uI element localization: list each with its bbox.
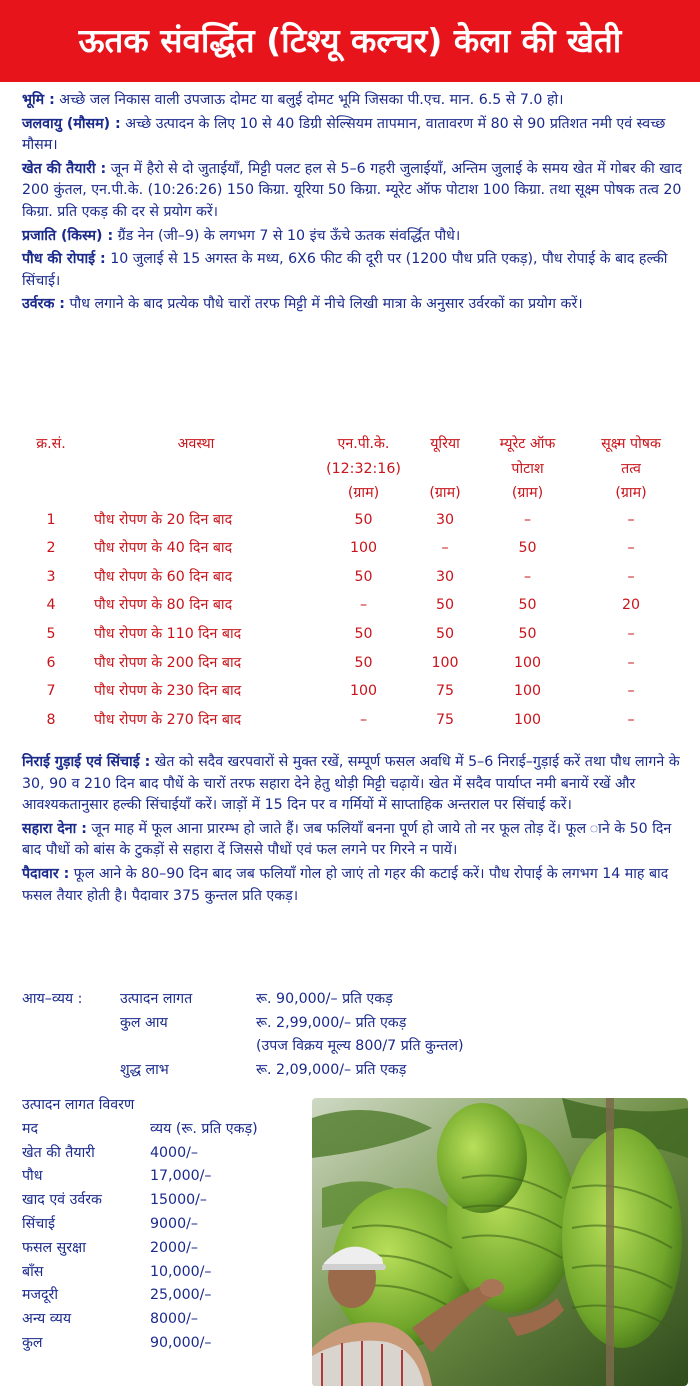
banana-farmer-photo — [312, 1098, 688, 1386]
cell-npk: – — [359, 597, 368, 614]
cost-header-row — [22, 1118, 312, 1142]
intro-label: जलवायु (मौसम) : — [22, 115, 121, 132]
cost-item: खाद एवं उर्वरक — [22, 1192, 102, 1209]
page-title: ऊतक संवर्द्धित (टिश्यू कल्चर) केला की खेती — [0, 0, 700, 82]
cost-value: 17,000/– — [150, 1168, 212, 1185]
econ-item-name — [120, 1035, 256, 1059]
cell-potash: 100 — [513, 683, 542, 700]
cell-potash: 50 — [518, 540, 537, 557]
cost-header-cost: व्यय (रू. प्रति एकड़) — [150, 1120, 258, 1137]
col-stage-header: अवस्था — [177, 436, 215, 452]
econ-item-value: (उपज विक्रय मूल्य 800/7 प्रति कुन्तल) — [256, 1038, 464, 1054]
cost-row — [22, 1237, 312, 1261]
cell-micronutrient: – — [627, 683, 635, 700]
cell-stage: पौध रोपण के 270 दिन बाद — [94, 711, 242, 728]
econ-item-value: रू. 2,09,000/– प्रति एकड़ — [256, 1061, 407, 1078]
cost-row — [22, 1284, 312, 1308]
intro-text: अच्छे जल निकास वाली उपजाऊ दोमट या बलुई दोमट भूमि जिसका पी.एच. मान. 6.5 से 7.0 हो। — [54, 92, 564, 108]
cell-serial: 6 — [46, 654, 56, 671]
cell-stage: पौध रोपण के 20 दिन बाद — [94, 511, 233, 528]
cost-row — [22, 1165, 312, 1189]
econ-row — [22, 988, 622, 1012]
cell-micronutrient: – — [627, 568, 635, 585]
cost-row — [22, 1261, 312, 1285]
cost-header-item: मद — [22, 1120, 39, 1137]
cell-npk: 100 — [349, 540, 378, 557]
cost-item: अन्य व्यय — [22, 1311, 72, 1328]
econ-label: आय–व्यय : — [22, 991, 83, 1007]
cost-value: 10,000/– — [150, 1263, 212, 1280]
cell-stage: पौध रोपण के 200 दिन बाद — [94, 654, 242, 671]
cell-npk: 100 — [349, 683, 378, 700]
cost-row — [22, 1213, 312, 1237]
table-row — [22, 706, 682, 735]
cell-serial: 5 — [46, 625, 56, 642]
cell-urea: 30 — [435, 568, 455, 585]
cost-row — [22, 1142, 312, 1166]
col-npk-header: एन.पी.के. (12:32:16) (ग्राम) — [326, 436, 401, 501]
income-expense-section — [22, 988, 622, 1082]
care-section — [22, 752, 684, 909]
cost-rows — [22, 1142, 312, 1356]
econ-item-name: उत्पादन लागत — [120, 991, 193, 1007]
cell-npk: 50 — [354, 654, 373, 671]
cell-stage: पौध रोपण के 230 दिन बाद — [94, 683, 242, 700]
cell-stage: पौध रोपण के 80 दिन बाद — [94, 597, 233, 614]
col-serial-header: क्र.सं. — [36, 436, 66, 452]
intro-text: जून में हैरो से दो जुताईयाँ, मिट्टी पलट हल से 5–6 गहरी जुलाईयाँ, अन्तिम जुलाई के समय खेत में गोबर की खाद 200 कुंतल, एन.पी.के. (10:26:26) 150 किग्रा. यूरिया 50 किग्रा. म्यूरेट ऑफ पोटाश 100 किग्रा. तथा सूक्ष्म पोषक तत्व 20 किग्रा. प्रति एकड़ की दर से प्रयोग करें। — [22, 160, 683, 220]
intro-paragraph — [22, 249, 684, 292]
cell-urea: 100 — [431, 654, 459, 671]
care-text: फूल आने के 80–90 दिन बाद जब फलियाँ गोल हो जाएं तो गहर की कटाई करें। पौध रोपाई के लगभग 14 माह बाद फसल तैयार होती है। पैदावार 375 कुन्तल प्रति एकड़। — [22, 865, 669, 904]
cell-micronutrient: – — [627, 625, 635, 642]
table-row — [22, 534, 682, 563]
cost-item: बाँस — [22, 1263, 44, 1280]
intro-paragraph — [22, 226, 684, 248]
intro-label: प्रजाति (किस्म) : — [22, 227, 114, 244]
cost-row — [22, 1308, 312, 1332]
intro-paragraph — [22, 114, 684, 157]
cost-item: कुल — [22, 1334, 43, 1351]
table-row — [22, 648, 682, 677]
cell-potash: 100 — [513, 654, 542, 671]
intro-label: खेत की तैयारी : — [22, 160, 107, 177]
cost-value: 90,000/– — [150, 1334, 212, 1351]
care-paragraph — [22, 752, 684, 817]
cell-npk: – — [359, 711, 368, 728]
cost-item: फसल सुरक्षा — [22, 1239, 86, 1256]
cell-serial: 7 — [46, 683, 56, 700]
cost-item: सिंचाई — [22, 1215, 55, 1232]
table-header-row — [22, 432, 682, 506]
econ-item-value: रू. 90,000/– प्रति एकड़ — [256, 991, 393, 1007]
cost-value: 15000/– — [150, 1192, 208, 1209]
cell-micronutrient: 20 — [621, 597, 641, 614]
cell-potash: 50 — [518, 625, 537, 642]
cell-urea: 50 — [435, 597, 455, 614]
intro-text: अच्छे उत्पादन के लिए 10 से 40 डिग्री सेल्सियम तापमान, वातावरण में 80 से 90 प्रतिशत नमी एवं स्वच्छ मौसम। — [22, 115, 666, 154]
cost-item: खेत की तैयारी — [22, 1144, 95, 1161]
cell-serial: 3 — [46, 568, 56, 585]
care-paragraph — [22, 819, 684, 862]
cell-micronutrient: – — [627, 511, 635, 528]
cost-details-title: उत्पादन लागत विवरण — [22, 1097, 135, 1113]
cost-value: 8000/– — [150, 1311, 198, 1328]
cell-potash: 100 — [513, 711, 542, 728]
fertilizer-table-body — [22, 506, 682, 735]
intro-paragraph — [22, 90, 684, 112]
econ-row — [22, 1012, 622, 1036]
cell-stage: पौध रोपण के 60 दिन बाद — [94, 568, 233, 585]
care-label: निराई गुड़ाई एवं सिंचाई : — [22, 754, 151, 770]
cost-item: पौध — [22, 1168, 43, 1185]
table-row — [22, 677, 682, 706]
cell-potash: – — [523, 568, 532, 585]
econ-row — [22, 1059, 622, 1083]
care-paragraph — [22, 864, 684, 907]
cell-urea: 75 — [435, 711, 455, 728]
cost-item: मजदूरी — [22, 1287, 59, 1304]
cost-value: 4000/– — [150, 1144, 198, 1161]
care-label: सहारा देना : — [22, 820, 87, 837]
cell-stage: पौध रोपण के 110 दिन बाद — [94, 625, 242, 642]
care-text: जून माह में फूल आना प्रारम्भ हो जाते हैं। जब फलियाँ बनना पूर्ण हो जाये तो नर फूल तोड़ दें। फूल ाने के 50 दिन बाद पौधों को बांस के टुकड़ों से सहारा दें जिससे पौधों एवं फल लगने पर गिरने न पायें। — [22, 820, 672, 859]
cell-micronutrient: – — [627, 654, 635, 671]
cell-serial: 8 — [46, 711, 56, 728]
cell-npk: 50 — [354, 511, 373, 528]
cell-urea: 50 — [435, 625, 455, 642]
cell-potash: – — [523, 511, 532, 528]
table-row — [22, 620, 682, 649]
care-text: खेत को सदैव खरपवारों से मुक्त रखें, सम्पूर्ण फसल अवधि में 5–6 निराई–गुड़ाई करें तथा पौध लागने के 30, 90 व 210 दिन बाद पौधें के चारों तरफ सहारा देने हेतु थोड़ी मिट्टी चढ़ायें। खेत में सदैव पार्याप्त नमी बनायें रखें और आवश्यकतानुसार हल्की सिंचाईयाँ करें। जाड़ों में 15 दिन पर व गर्मियों में साप्ताहिक अन्तराल पर सिंचाई करें। — [22, 754, 680, 814]
intro-text: ग्रैंड नेन (जी–9) के लगभग 7 से 10 इंच ऊँचे ऊतक संवर्द्धित पौधे। — [113, 227, 461, 244]
table-row — [22, 506, 682, 535]
cell-micronutrient: – — [627, 711, 635, 728]
col-potash-header: म्यूरेट ऑफ पोटाश (ग्राम) — [499, 436, 556, 501]
cell-urea: 30 — [435, 511, 455, 528]
col-urea-header: यूरिया (ग्राम) — [429, 436, 461, 501]
fertilizer-table — [22, 432, 682, 734]
cost-row — [22, 1332, 312, 1356]
intro-label: भूमि : — [22, 92, 55, 108]
table-row — [22, 591, 682, 620]
cell-micronutrient: – — [627, 540, 635, 557]
intro-paragraph — [22, 159, 684, 224]
cell-urea: – — [441, 540, 449, 557]
intro-text: 10 जुलाई से 15 अगस्त के मध्य, 6X6 फीट की दूरी पर (1200 पौध प्रति एकड़), पौध रोपाई के बाद हल्की सिंचाई। — [22, 251, 668, 289]
intro-text: पौध लगाने के बाद प्रत्येक पौधे चारों तरफ मिट्टी में नीचे लिखी मात्रा के अनुसार उर्वरकों का प्रयोग करें। — [64, 296, 583, 313]
cell-potash: 50 — [518, 597, 537, 614]
cell-npk: 50 — [354, 625, 373, 642]
intro-label: उर्वरक : — [22, 296, 65, 313]
econ-row — [22, 1035, 622, 1059]
cell-stage: पौध रोपण के 40 दिन बाद — [94, 540, 233, 557]
cost-details — [22, 1094, 312, 1356]
econ-item-name: शुद्ध लाभ — [120, 1061, 169, 1078]
cost-value: 2000/– — [150, 1239, 198, 1256]
cell-serial: 2 — [46, 540, 56, 557]
cell-serial: 1 — [46, 511, 56, 528]
cost-value: 25,000/– — [150, 1287, 212, 1304]
table-row — [22, 563, 682, 592]
econ-item-name: कुल आय — [120, 1014, 168, 1031]
cell-serial: 4 — [46, 597, 56, 614]
cost-value: 9000/– — [150, 1215, 198, 1232]
col-micronutrient-header: सूक्ष्म पोषक तत्व (ग्राम) — [601, 436, 661, 501]
econ-item-value: रू. 2,99,000/– प्रति एकड़ — [256, 1014, 407, 1031]
cell-urea: 75 — [435, 683, 455, 700]
cell-npk: 50 — [354, 568, 373, 585]
care-label: पैदावार : — [22, 865, 70, 882]
intro-paragraph — [22, 294, 684, 316]
cost-row — [22, 1189, 312, 1213]
intro-label: पौध की रोपाई : — [22, 251, 106, 268]
intro-section — [22, 90, 684, 318]
